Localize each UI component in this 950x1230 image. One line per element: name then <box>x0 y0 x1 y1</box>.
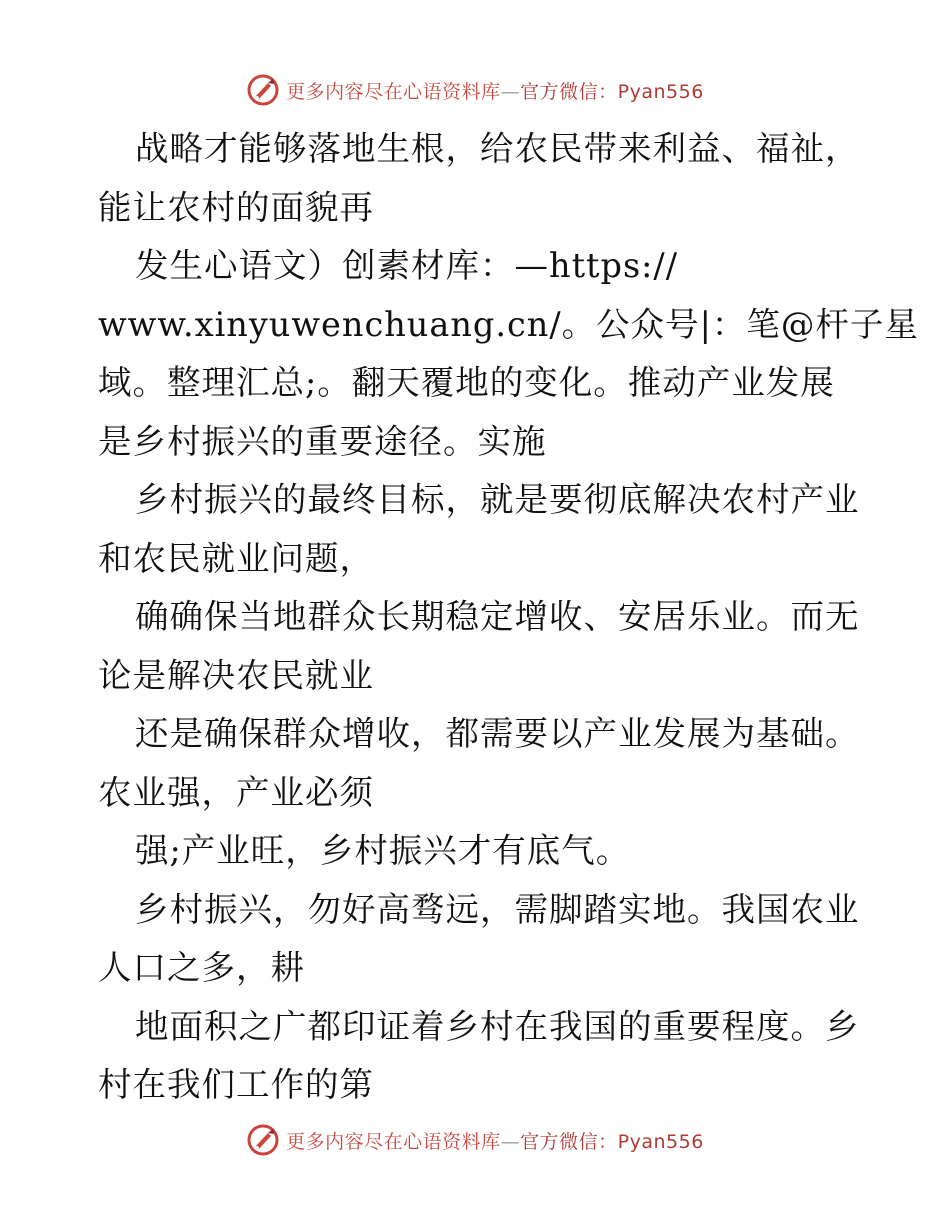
body-line-1: 战略才能够落地生根，给农民带来利益、福祉， <box>135 129 860 168</box>
body-line-10: 论是解决农民就业 <box>98 655 374 695</box>
body-line-11: 还是确保群众增收，都需要以产业发展为基础。 <box>135 714 860 753</box>
footer-banner-suffix: 官方微信：Pyan556 <box>520 1130 704 1153</box>
quill-logo-icon <box>246 73 280 107</box>
body-line-2: 能让农村的面貌再 <box>98 187 374 227</box>
quill-logo-icon <box>246 1123 280 1157</box>
document-body <box>98 120 919 1115</box>
header-banner-dash: — <box>500 80 521 103</box>
footer-banner-main: 更多内容尽在心语资料库 <box>286 1130 501 1153</box>
footer-banner-text <box>286 1127 704 1154</box>
footer-banner <box>0 1120 950 1160</box>
body-line-17: 村在我们工作的第 <box>98 1065 374 1104</box>
header-banner <box>0 70 950 110</box>
body-line-12: 农业强，产业必须 <box>98 772 374 812</box>
body-line-9: 确确保当地群众长期稳定增收、安居乐业。而无 <box>135 597 860 636</box>
header-banner-text <box>286 77 704 104</box>
footer-banner-dash: — <box>500 1130 521 1153</box>
body-line-16: 地面积之广都印证着乡村在我国的重要程度。乡 <box>135 1006 860 1046</box>
body-line-6: 是乡村振兴的重要途径。实施 <box>98 421 547 461</box>
body-line-4: www.xinyuwenchuang.cn/。公众号|：笔@杆子星 <box>98 304 919 344</box>
body-line-5: 域。整理汇总;。翻天覆地的变化。推动产业发展 <box>98 363 835 402</box>
body-line-15: 人口之多，耕 <box>98 948 305 987</box>
header-banner-main: 更多内容尽在心语资料库 <box>286 80 501 103</box>
body-line-8: 和农民就业问题， <box>98 538 374 578</box>
body-line-7: 乡村振兴的最终目标，就是要彻底解决农村产业 <box>135 480 860 519</box>
body-line-13: 强;产业旺，乡村振兴才有底气。 <box>135 831 631 870</box>
header-banner-suffix: 官方微信：Pyan556 <box>520 80 704 103</box>
body-line-14: 乡村振兴，勿好高骛远，需脚踏实地。我国农业 <box>135 889 860 929</box>
body-line-3: 发生心语文）创素材库：—https:// <box>135 246 678 285</box>
